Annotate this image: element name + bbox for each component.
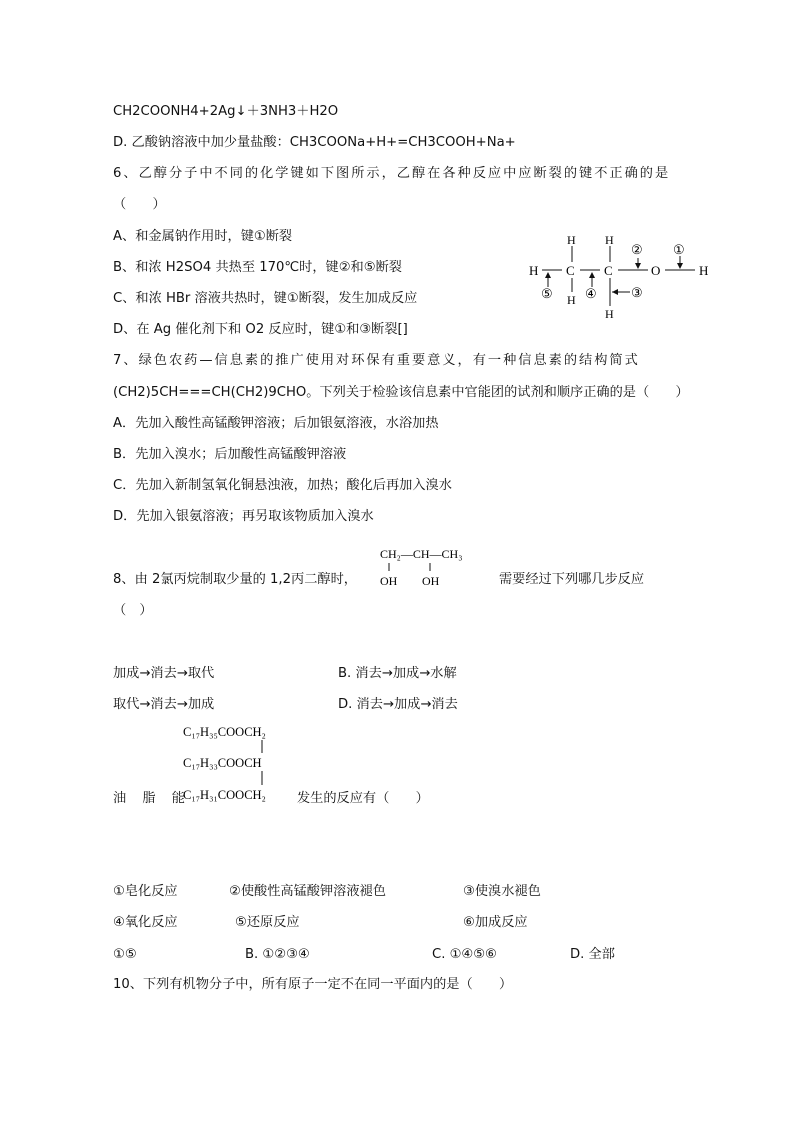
question-7-stem: 7、绿色农药—信息素的推广使用对环保有重要意义，有一种信息素的结构简式	[113, 353, 640, 368]
option-9c: C. ①④⑤⑥	[432, 947, 497, 962]
fat-structure	[183, 720, 293, 806]
q9-item-2: ②使酸性高锰酸钾溶液褪色	[229, 884, 386, 899]
svg-text:H: H	[605, 233, 614, 247]
question-9-stem: 油 脂 能	[113, 791, 191, 806]
option-6a: A、和金属钠作用时，键①断裂	[113, 229, 293, 244]
q9-item-3: ③使溴水褪色	[463, 884, 541, 899]
q9-item-4: ④氧化反应	[113, 915, 178, 930]
option-7c: C．先加入新制氢氧化铜悬浊液，加热；酸化后再加入溴水	[113, 478, 452, 493]
question-9-stem-continued: 发生的反应有（ ）	[297, 791, 429, 806]
bond-label-1: ①	[673, 242, 685, 257]
atom-c2: C	[604, 263, 613, 278]
atom-c1: C	[566, 263, 575, 278]
question-10-stem: 10、下列有机物分子中，所有原子一定不在同一平面内的是（ ）	[113, 977, 513, 992]
diol-chain: CH₂—CH—CH₃	[380, 547, 463, 561]
option-7b: B．先加入溴水；后加酸性高锰酸钾溶液	[113, 447, 347, 462]
q9-item-1: ①皂化反应	[113, 884, 178, 899]
svg-text:H: H	[567, 293, 576, 307]
diol-oh-2: OH	[422, 574, 440, 588]
atom-o: O	[651, 263, 661, 278]
question-7-formula: (CH2)5CH===CH(CH2)9CHO。下列关于检验该信息素中官能团的试剂和顺序正确的是（ ）	[113, 385, 689, 400]
fat-row-2: C₁₇H₃₃COOCH	[183, 756, 262, 770]
diol-oh-1: OH	[380, 574, 398, 588]
question-6-stem: 6、乙醇分子中不同的化学键如下图所示，乙醇在各种反应中应断裂的键不正确的是	[113, 166, 671, 181]
option-9d: D. 全部	[570, 947, 615, 962]
option-7d: D．先加入银氨溶液；再另取该物质加入溴水	[113, 509, 374, 524]
option-6c: C、和浓 HBr 溶液共热时，键①断裂，发生加成反应	[113, 291, 418, 306]
atom-h-right: H	[699, 263, 709, 278]
bond-label-4: ④	[585, 286, 597, 301]
question-8-paren: （ ）	[113, 603, 153, 618]
ethanol-bond-diagram	[520, 232, 720, 322]
question-8-stem-continued: 需要经过下列哪几步反应	[499, 572, 645, 587]
propanediol-structure	[380, 543, 490, 589]
svg-text:H: H	[605, 307, 614, 321]
fat-row-1: C₁₇H₃₅COOCH₂	[183, 725, 266, 739]
option-9a: ①⑤	[113, 947, 137, 962]
equation-continuation: CH2COONH4+2Ag↓＋3NH3＋H2O	[113, 104, 339, 119]
option-8c: 取代→消去→加成	[113, 697, 215, 712]
q9-item-5: ⑤还原反应	[235, 915, 300, 930]
bond-label-5: ⑤	[541, 286, 553, 301]
question-8-stem: 8、由 2氯丙烷制取少量的 1,2丙二醇时，	[113, 572, 357, 587]
bond-label-2: ②	[631, 242, 643, 257]
option-9b: B. ①②③④	[245, 947, 310, 962]
option-8a: 加成→消去→取代	[113, 666, 215, 681]
fat-row-3: C₁₇H₃₁COOCH₂	[183, 788, 266, 802]
option-7a: A．先加入酸性高锰酸钾溶液；后加银氨溶液，水浴加热	[113, 416, 439, 431]
option-6b: B、和浓 H2SO4 共热至 170℃时，键②和⑤断裂	[113, 260, 402, 275]
bond-label-3: ③	[631, 285, 643, 300]
option-8b: B. 消去→加成→水解	[338, 666, 457, 681]
option-8d: D. 消去→加成→消去	[338, 697, 458, 712]
option-6d: D、在 Ag 催化剂下和 O2 反应时，键①和③断裂[]	[113, 322, 408, 337]
question-6-paren: （ ）	[113, 197, 166, 212]
option-5d: D. 乙酸钠溶液中加少量盐酸：CH3COONa+H+=CH3COOH+Na+	[113, 135, 516, 150]
svg-text:H: H	[567, 233, 576, 247]
q9-item-6: ⑥加成反应	[463, 915, 528, 930]
atom-h-left: H	[529, 263, 539, 278]
